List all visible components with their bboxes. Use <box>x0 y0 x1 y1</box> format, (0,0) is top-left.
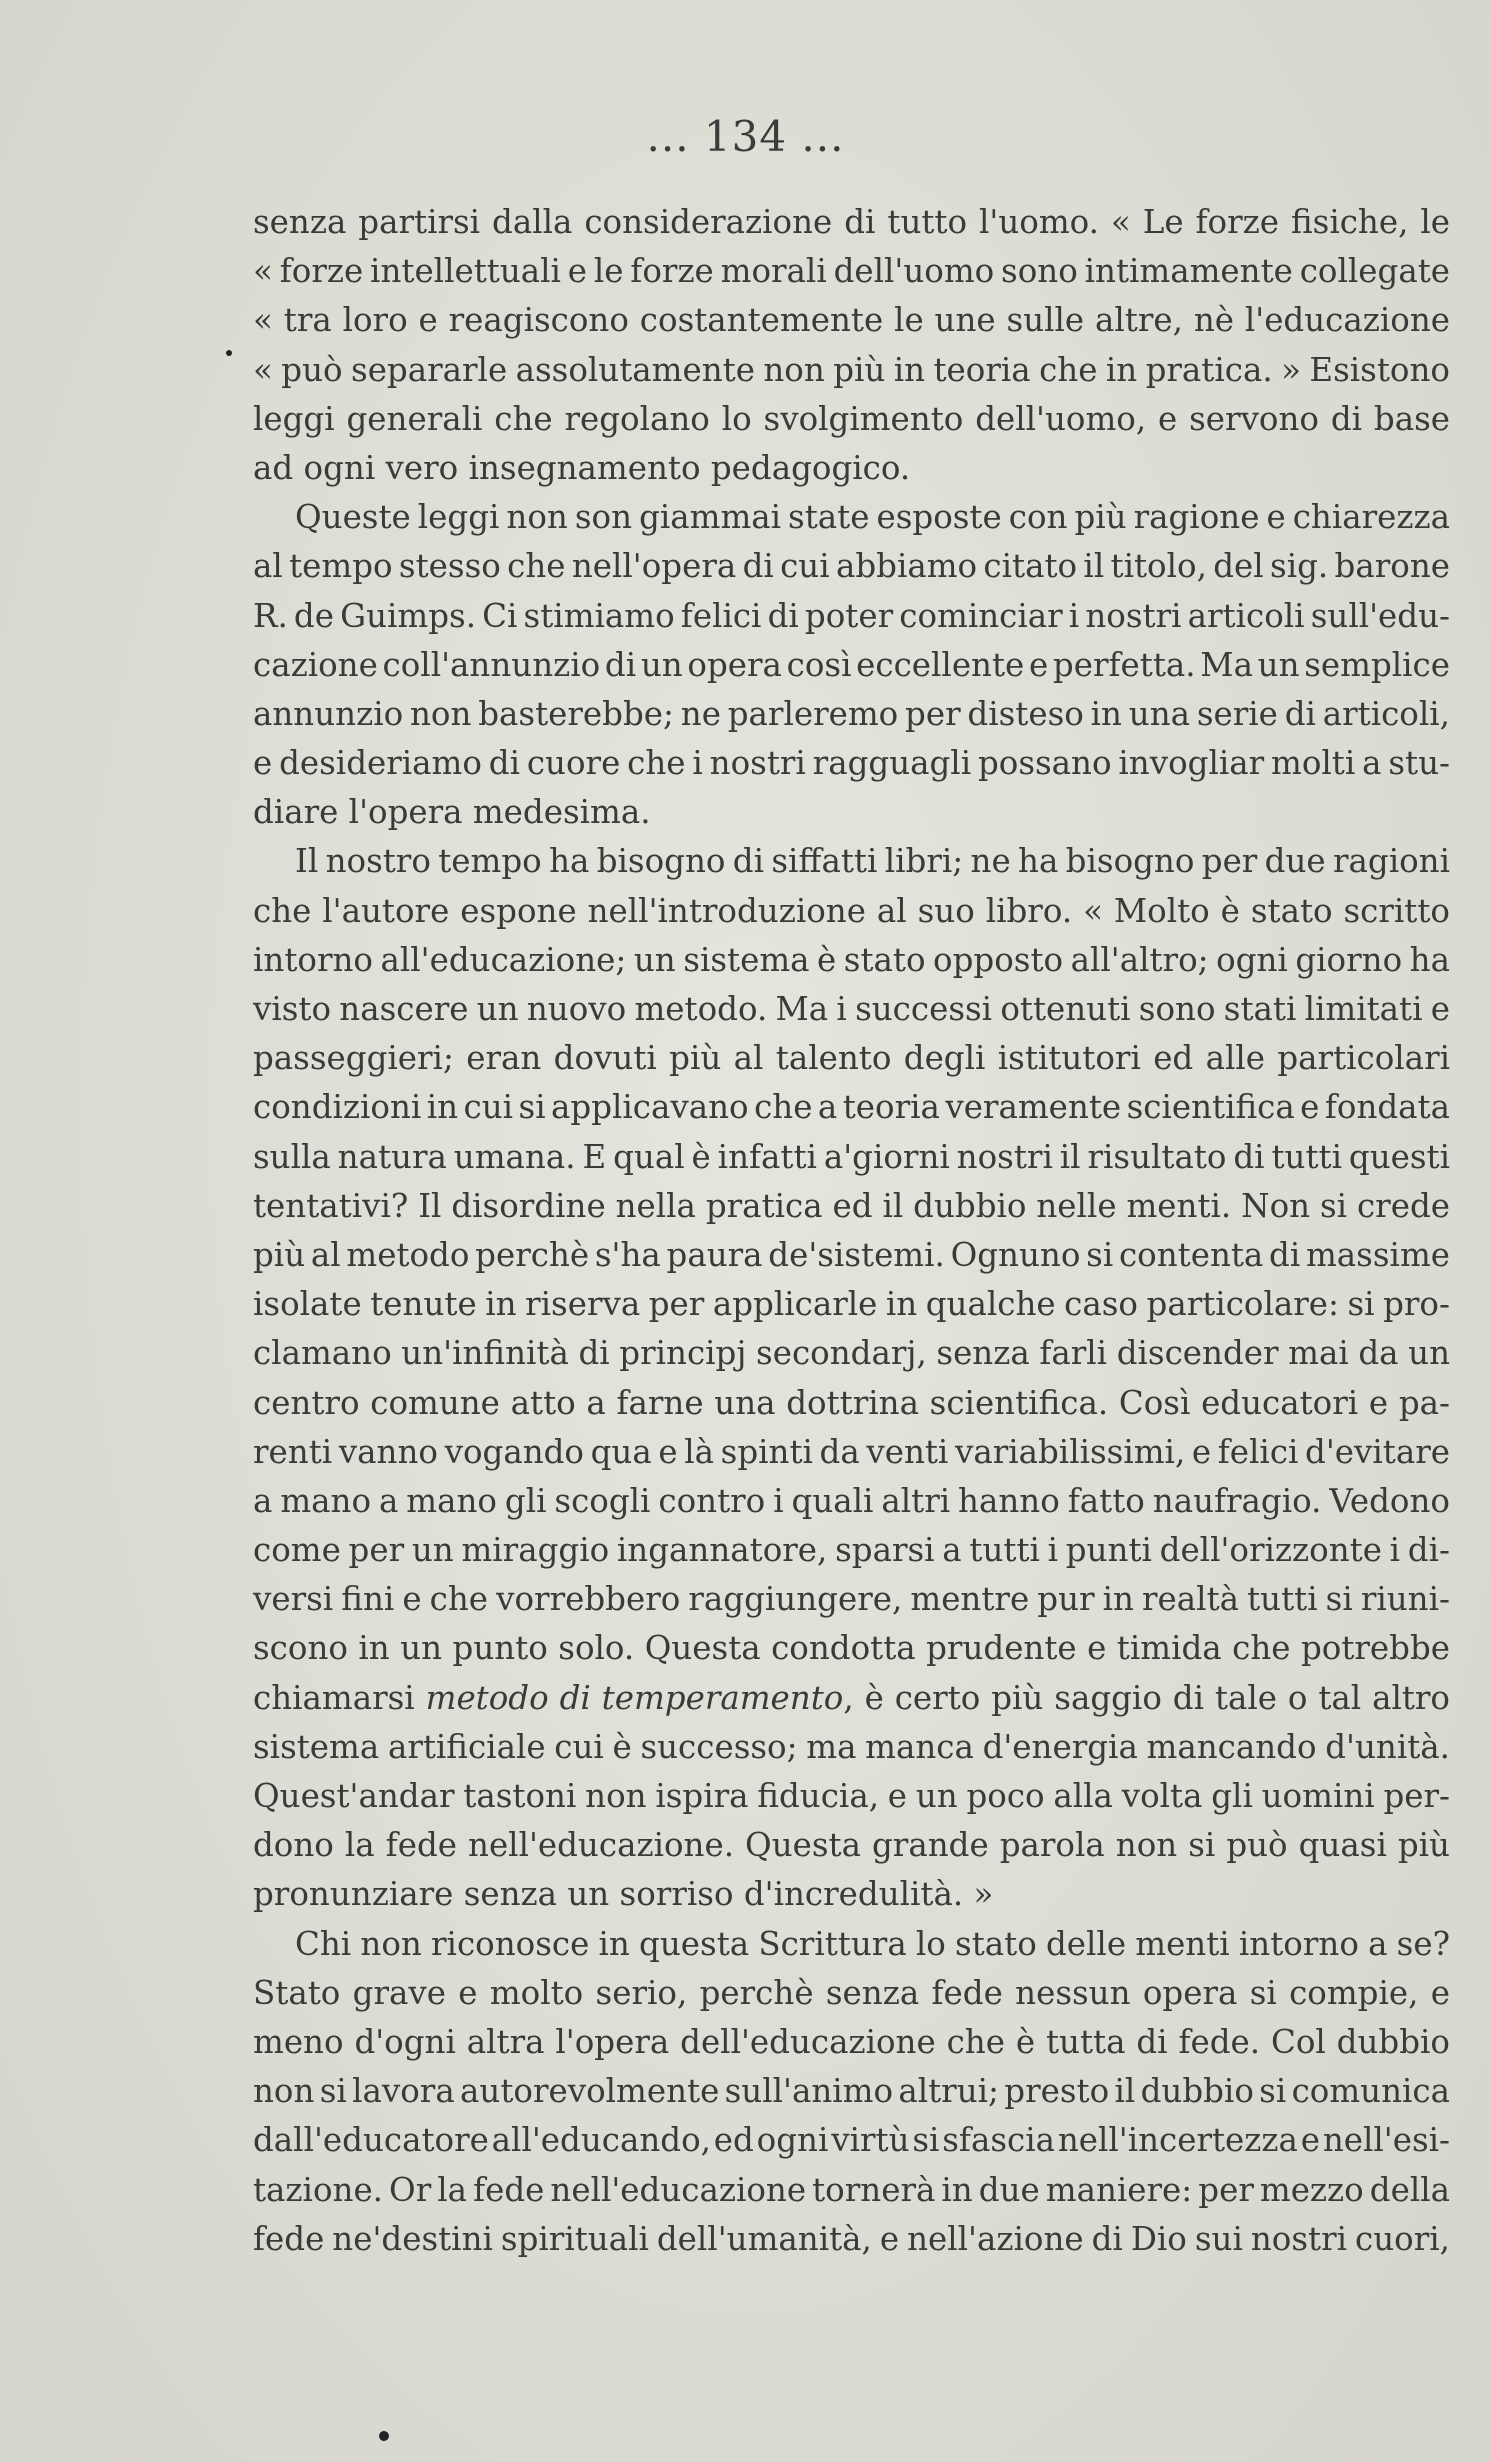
text-line: « forze intellettuali e le forze morali dell'uomo sono intimamente collegate <box>253 252 1450 291</box>
text-line: senza partirsi dalla considerazione di tutto l'uomo. « Le forze fisiche, le <box>253 203 1450 241</box>
text-line: sulla natura umana. E qual è infatti a'giorni nostri il risultato di tutti questi <box>253 1137 1450 1176</box>
text-line: come per un miraggio ingannatore, sparsi a tutti i punti dell'orizzonte i di- <box>253 1531 1450 1570</box>
paragraph <box>253 493 1450 837</box>
text-line: cazione coll'annunzio di un opera così eccellente e perfetta. Ma un semplice <box>253 645 1450 684</box>
text-line: ad ogni vero insegnamento pedagogico. <box>253 448 911 487</box>
text-line: diare l'opera medesima. <box>253 793 651 832</box>
text-line: dono la fede nell'educazione. Questa grande parola non si può quasi più <box>253 1826 1450 1865</box>
text-line: Queste leggi non son giammai state esposte con più ragione e chiarezza <box>295 498 1450 537</box>
text-line: centro comune atto a farne una dottrina scientifica. Così educatori e pa- <box>253 1383 1450 1422</box>
text-line-with-italic <box>253 1674 1450 1723</box>
text-line: pronunziare senza un sorriso d'incredulità. » <box>253 1875 994 1914</box>
text-line: « tra loro e reagiscono costantemente le une sulle altre, nè l'educazione <box>253 301 1450 340</box>
text-line: Quest'andar tastoni non ispira fiducia, e un poco alla volta gli uomini per- <box>253 1777 1450 1815</box>
text-line: intorno all'educazione; un sistema è stato opposto all'altro; ogni giorno ha <box>253 940 1450 979</box>
text-line: più al metodo perchè s'ha paura de'sistemi. Ognuno si contenta di massime <box>253 1235 1450 1274</box>
text-line: Il nostro tempo ha bisogno di siffatti libri; ne ha bisogno per due ragioni <box>295 842 1450 881</box>
text-line: a mano a mano gli scogli contro i quali altri hanno fatto naufragio. Vedono <box>253 1481 1450 1520</box>
text-line: renti vanno vogando qua e là spinti da venti variabilissimi, e felici d'evitare <box>253 1432 1450 1471</box>
paragraph <box>253 198 1450 493</box>
scan-speck <box>379 2431 389 2441</box>
text-line: che l'autore espone nell'introduzione al suo libro. « Molto è stato scritto <box>253 891 1450 930</box>
text-line: leggi generali che regolano lo svolgimento dell'uomo, e servono di base <box>253 399 1450 438</box>
body-text <box>253 198 1450 2264</box>
text-line: dall'educatore all'educando, ed ogni virtù si sfascia nell'incertezza e nell'esi- <box>253 2121 1450 2160</box>
text-line: tentativi? Il disordine nella pratica ed il dubbio nelle menti. Non si crede <box>253 1186 1450 1225</box>
text-line: visto nascere un nuovo metodo. Ma i successi ottenuti sono stati limitati e <box>253 990 1450 1028</box>
text-line: sistema artificiale cui è successo; ma manca d'energia mancando d'unità. <box>253 1727 1450 1766</box>
text-line: al tempo stesso che nell'opera di cui abbiamo citato il titolo, del sig. barone <box>253 547 1450 586</box>
text-line: versi fini e che vorrebbero raggiungere, mentre pur in realtà tutti si riuni- <box>253 1580 1450 1619</box>
paragraph <box>253 1920 1450 2264</box>
scan-speck <box>226 350 232 356</box>
text-line: condizioni in cui si applicavano che a teoria veramente scientifica e fondata <box>253 1088 1450 1127</box>
text-line: tazione. Or la fede nell'educazione tornerà in due maniere: per mezzo della <box>253 2170 1450 2209</box>
text-line: « può separarle assolutamente non più in teoria che in pratica. » Esistono <box>253 350 1450 389</box>
text-line: Chi non riconosce in questa Scrittura lo stato delle menti intorno a se? <box>295 1924 1450 1963</box>
text-line: e desideriamo di cuore che i nostri ragguagli possano invogliar molti a stu- <box>253 744 1450 783</box>
text-line: fede ne'destini spirituali dell'umanità, e nell'azione di Dio sui nostri cuori, <box>253 2219 1450 2258</box>
text-line: meno d'ogni altra l'opera dell'educazione che è tutta di fede. Col dubbio <box>253 2022 1450 2061</box>
text-fragment: chiamarsi <box>253 1678 426 1717</box>
text-fragment: , è certo più saggio di tale o tal altro <box>843 1678 1451 1717</box>
text-line: scono in un punto solo. Questa condotta prudente e timida che potrebbe <box>253 1629 1450 1668</box>
italic-phrase: metodo di temperamento <box>425 1678 844 1717</box>
text-line: clamano un'infinità di principj secondarj, senza farli discender mai da un <box>253 1334 1450 1373</box>
text-line: passeggieri; eran dovuti più al talento degli istitutori ed alle particolari <box>253 1039 1450 1078</box>
text-line: non si lavora autorevolmente sull'animo altrui; presto il dubbio si comunica <box>253 2072 1450 2111</box>
text-line: isolate tenute in riserva per applicarle in qualche caso particolare: si pro- <box>253 1285 1450 1324</box>
text-line: Stato grave e molto serio, perchè senza fede nessun opera si compie, e <box>253 1973 1450 2012</box>
page-number: ... 134 ... <box>646 112 845 161</box>
paragraph <box>253 837 1450 1919</box>
text-line: annunzio non basterebbe; ne parleremo per disteso in una serie di articoli, <box>253 694 1450 733</box>
text-line: R. de Guimps. Ci stimiamo felici di poter cominciar i nostri articoli sull'edu- <box>253 596 1450 635</box>
